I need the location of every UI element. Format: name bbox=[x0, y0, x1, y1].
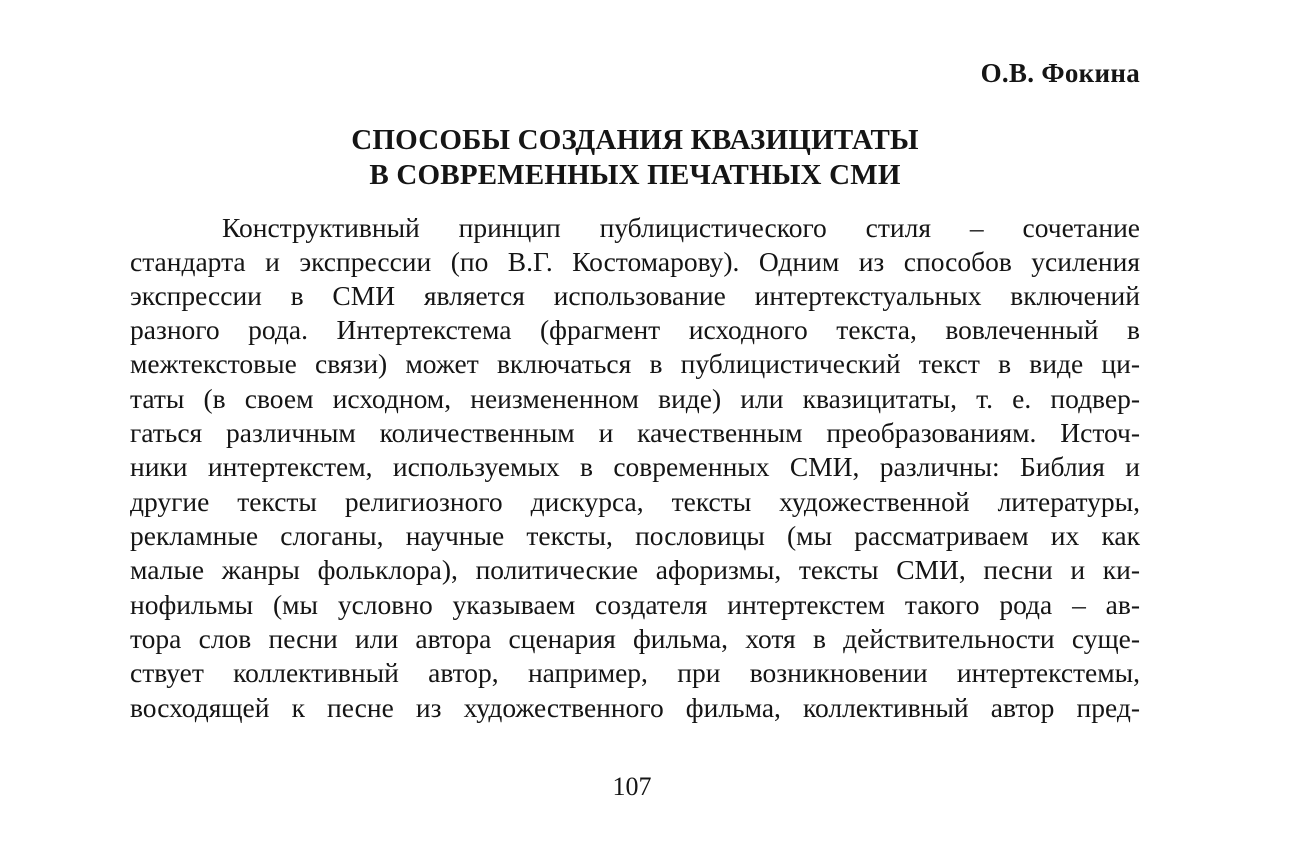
body-line: рекламные слоганы, научные тексты, пословицы (мы рассматриваем их как bbox=[130, 520, 1140, 551]
body-line: межтекстовые связи) может включаться в публицистический текст в виде ци- bbox=[130, 348, 1140, 379]
page-number: 107 bbox=[612, 772, 652, 801]
body-line: малые жанры фольклора), политические афоризмы, тексты СМИ, песни и ки- bbox=[130, 554, 1140, 585]
body-line: Конструктивный принцип публицистического стиля – сочетание bbox=[222, 212, 1140, 243]
body-line: ники интертекстем, используемых в современных СМИ, различны: Библия и bbox=[130, 451, 1140, 482]
article-title-line-1: СПОСОБЫ СОЗДАНИЯ КВАЗИЦИТАТЫ bbox=[351, 124, 919, 156]
body-line: восходящей к песне из художественного фильма, коллективный автор пред- bbox=[130, 692, 1140, 723]
body-line: гаться различным количественным и качественным преобразованиям. Источ- bbox=[130, 417, 1140, 448]
body-line: разного рода. Интертекстема (фрагмент исходного текста, вовлеченный в bbox=[130, 314, 1140, 345]
article-title-line-2: В СОВРЕМЕННЫХ ПЕЧАТНЫХ СМИ bbox=[369, 159, 901, 191]
body-line: ствует коллективный автор, например, при возникновении интертекстемы, bbox=[130, 657, 1140, 688]
body-line: экспрессии в СМИ является использование интертекстуальных включений bbox=[130, 280, 1140, 311]
body-line: тора слов песни или автора сценария фильма, хотя в действительности суще- bbox=[130, 623, 1140, 654]
body-line: таты (в своем исходном, неизмененном виде) или квазицитаты, т. е. подвер- bbox=[130, 383, 1140, 414]
body-line: другие тексты религиозного дискурса, тексты художественной литературы, bbox=[130, 486, 1140, 517]
body-line: нофильмы (мы условно указываем создателя интертекстем такого рода – ав- bbox=[130, 589, 1140, 620]
body-line: стандарта и экспрессии (по В.Г. Костомарову). Одним из способов усиления bbox=[130, 246, 1140, 277]
author-name: О.В. Фокина bbox=[980, 58, 1140, 88]
